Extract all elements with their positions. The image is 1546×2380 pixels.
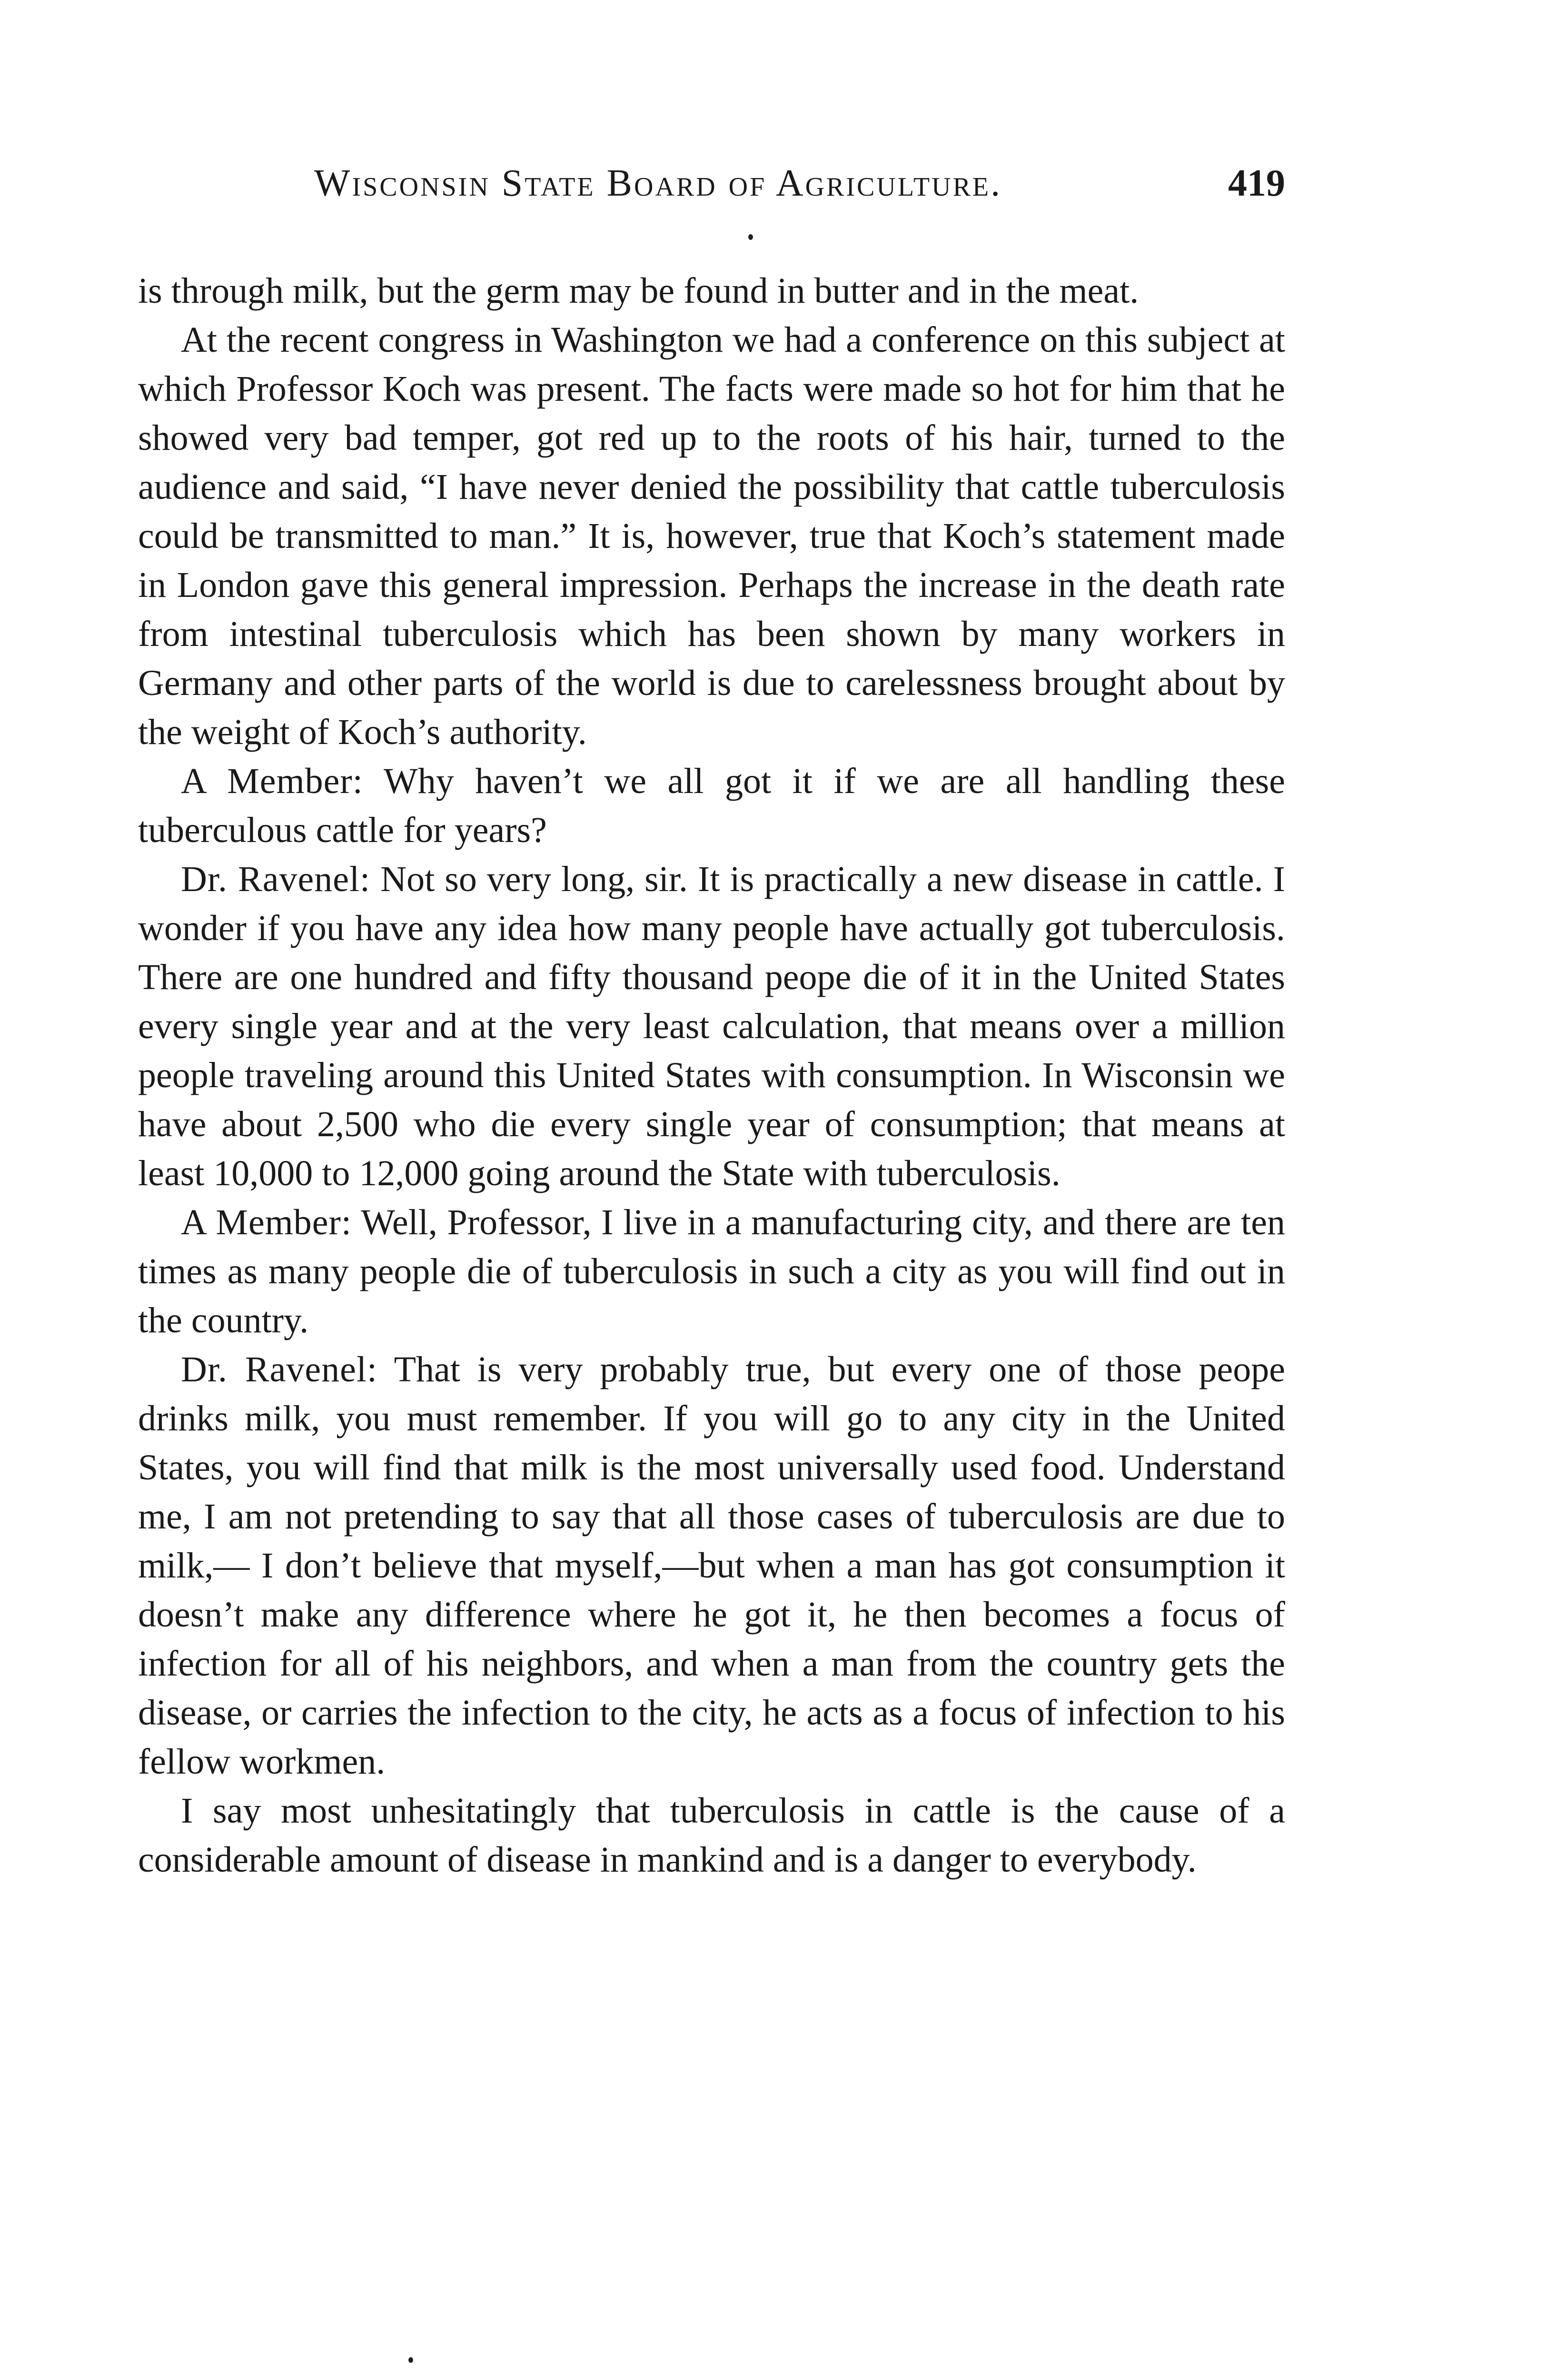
paragraph-text: Not so very long, sir. It is practically a new disease in cattle. I wonder if you have any idea how many people have actually got tuberculosis. There are one hundred and fifty thousand peope die of it in the United States every single year and at the very least calculation, that means over a million people traveling around this United States with consumption. In Wisconsin we have about 2,500 who die every single year of consumption; that means at least 10,000 to 12,000 going around the State with tuberculosis. — [138, 859, 1286, 1193]
speaker-label: Dr. Ravenel: — [181, 859, 371, 899]
ink-speck — [748, 234, 753, 240]
paragraph-text: Why haven’t we all got it if we are all handling these tuberculous cattle for years? — [138, 761, 1285, 850]
speaker-label: A Member: — [181, 1202, 352, 1242]
running-header — [314, 162, 1285, 219]
paragraph — [138, 1786, 1285, 1884]
paragraph — [138, 267, 1285, 316]
paragraph — [138, 1198, 1285, 1345]
page-number: 419 — [1228, 162, 1285, 204]
paragraph-text: At the recent congress in Washington we had a conference on this subject at which Professor Koch was present. The facts were made so hot for him that he showed very bad temper, got red up to the roots of his hair, turned to the audience and said, “I have never denied the possibility that cattle tuberculosis could be transmitted to man.” It is, however, true that Koch’s statement made in London gave this general impression. Perhaps the increase in the death rate from intestinal tuberculosis which has been shown by many workers in Germany and other parts of the world is due to carelessness brought about by the weight of Koch’s authority. — [138, 320, 1285, 752]
body-text — [138, 267, 1285, 1884]
paragraph — [138, 316, 1285, 757]
paragraph-text: That is very probably true, but every one of those peope drinks milk, you must remember. If you will go to any city in the United States, you will find that milk is the most universally used food. Understand me, I am not pretending to say that all those cases of tuberculosis are due to milk,— I don’t believe that myself,—but when a man has got consumption it doesn’t make any difference where he got it, he then becomes a focus of infection for all of his neighbors, and when a man from the country gets the disease, or carries the infection to the city, he acts as a focus of infection to his fellow workmen. — [138, 1349, 1285, 1782]
paragraph-text: Well, Professor, I live in a manufacturing city, and there are ten times as many people die of tuberculosis in such a city as you will find out in the country. — [138, 1202, 1285, 1340]
paragraph-text: is through milk, but the germ may be found in butter and in the meat. — [138, 271, 1139, 311]
ink-speck — [408, 2357, 413, 2363]
paragraph-text: I say most unhesitatingly that tuberculosis in cattle is the cause of a considerable amount of disease in mankind and is a danger to everybody. — [138, 1791, 1285, 1880]
paragraph — [138, 855, 1285, 1198]
paragraph — [138, 1345, 1285, 1786]
speaker-label: Dr. Ravenel: — [181, 1349, 378, 1389]
running-title: Wisconsin State Board of Agriculture. — [314, 162, 1002, 204]
speaker-label: A Member: — [181, 761, 363, 801]
paragraph — [138, 757, 1285, 855]
